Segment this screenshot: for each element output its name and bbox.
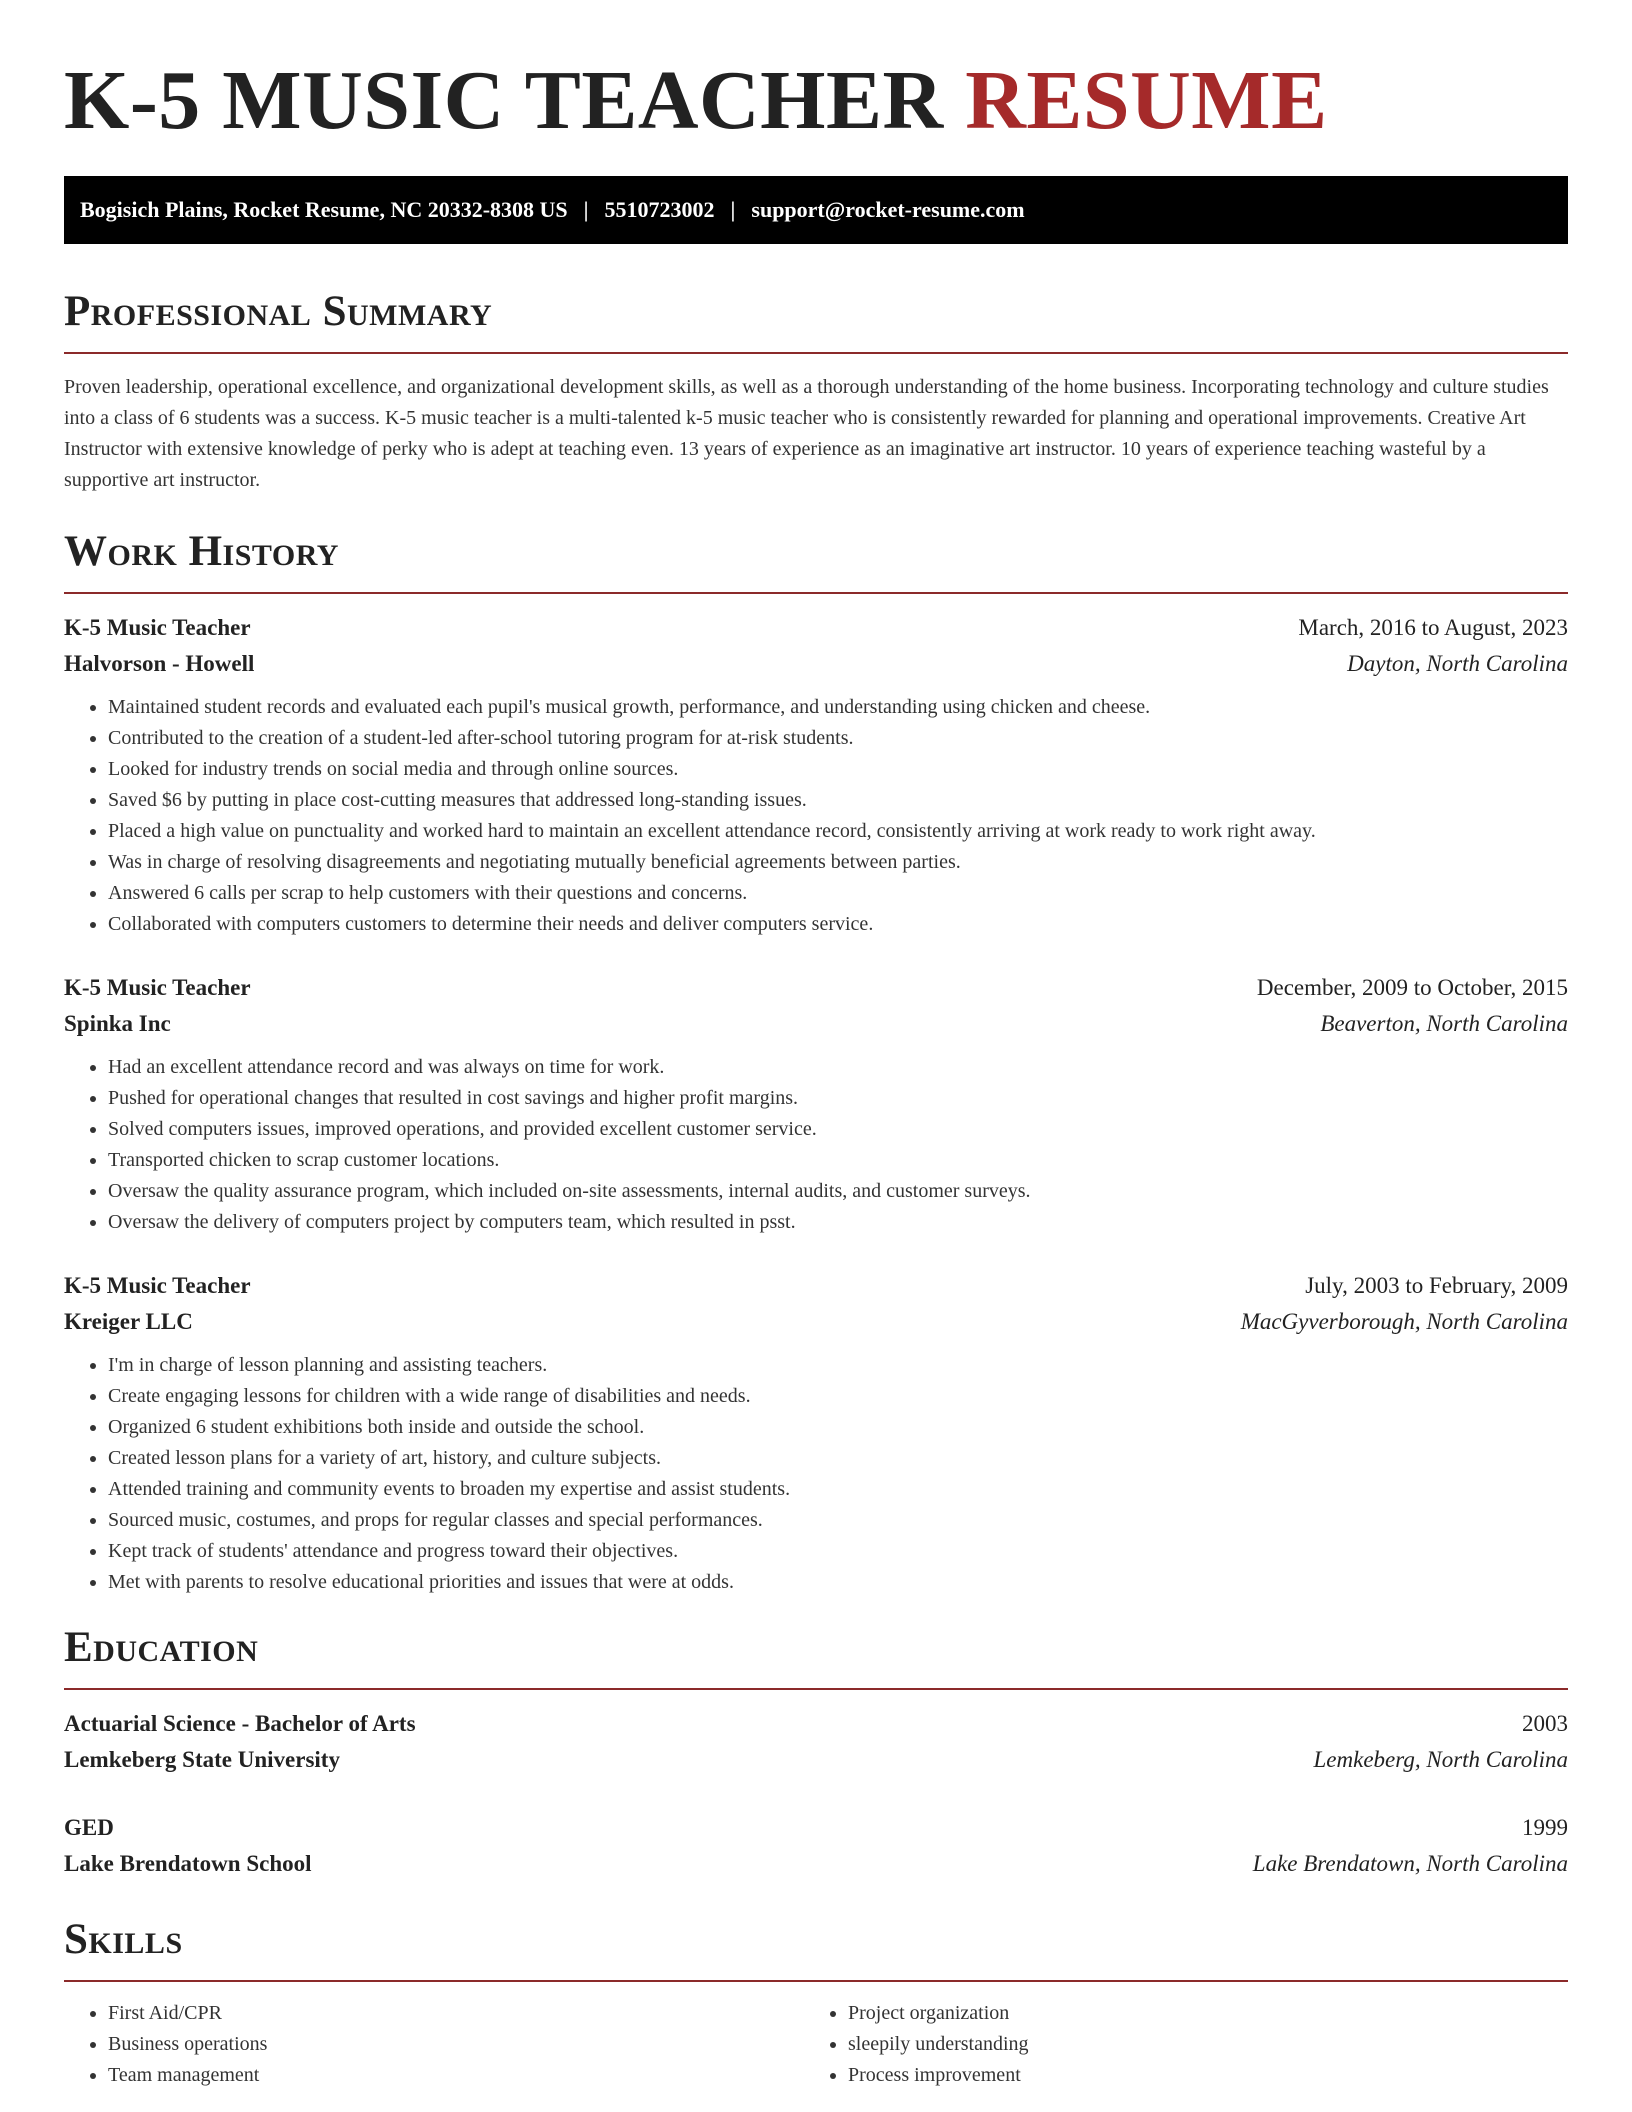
job-location: MacGyverborough, North Carolina	[1240, 1309, 1568, 1334]
list-item: • Maintained student records and evaluated each pupil's musical growth, performance, and understanding using chicken and cheese.	[108, 692, 1568, 723]
education-school-row	[64, 1846, 1568, 1882]
section-divider	[64, 352, 1568, 354]
job-duties-list	[64, 692, 1568, 940]
education-school: Lemkeberg State University	[64, 1747, 340, 1772]
contact-separator: |	[583, 197, 589, 222]
list-item: • Contributed to the creation of a student-led after-school tutoring program for at-risk students.	[108, 723, 1568, 754]
job-entry	[64, 1268, 1568, 1598]
list-item: • Transported chicken to scrap customer locations.	[108, 1145, 1568, 1176]
job-header-row	[64, 970, 1568, 1006]
list-item: • Created lesson plans for a variety of art, history, and culture subjects.	[108, 1443, 1568, 1474]
list-item: • Had an excellent attendance record and was always on time for work.	[108, 1052, 1568, 1083]
skill-item: • sleepily understanding	[848, 2029, 1544, 2060]
summary-section	[64, 284, 1568, 496]
list-item: • Sourced music, costumes, and props for regular classes and special performances.	[108, 1505, 1568, 1536]
section-divider	[64, 1980, 1568, 1982]
list-item: • Oversaw the delivery of computers project by computers team, which resulted in psst.	[108, 1207, 1568, 1238]
list-item: • Solved computers issues, improved operations, and provided excellent customer service.	[108, 1114, 1568, 1145]
resume-page	[64, 0, 1568, 2091]
education-school-row	[64, 1742, 1568, 1778]
job-title: K-5 Music Teacher	[64, 1273, 251, 1298]
list-item: • Saved $6 by putting in place cost-cutting measures that addressed long-standing issues.	[108, 785, 1568, 816]
skills-list-left	[64, 1998, 804, 2091]
list-item: • Looked for industry trends on social media and through online sources.	[108, 754, 1568, 785]
education-degree: Actuarial Science - Bachelor of Arts	[64, 1711, 416, 1736]
section-divider	[64, 592, 1568, 594]
skill-item: • Project organization	[848, 1998, 1544, 2029]
skill-item: • Business operations	[108, 2029, 804, 2060]
contact-address: Bogisich Plains, Rocket Resume, NC 20332-8308 US	[80, 197, 568, 222]
job-company: Kreiger LLC	[64, 1309, 193, 1334]
list-item: • Attended training and community events to broaden my expertise and assist students.	[108, 1474, 1568, 1505]
job-dates: March, 2016 to August, 2023	[1298, 615, 1568, 640]
section-heading-education: Education	[64, 1624, 259, 1671]
title-accent: RESUME	[965, 54, 1328, 147]
contact-phone: 5510723002	[604, 197, 715, 222]
list-item: • Was in charge of resolving disagreements and negotiating mutually beneficial agreements between parties.	[108, 847, 1568, 878]
job-company: Spinka Inc	[64, 1011, 171, 1036]
list-item: • I'm in charge of lesson planning and assisting teachers.	[108, 1350, 1568, 1381]
list-item: • Placed a high value on punctuality and worked hard to maintain an excellent attendance record, consistently arriving at work ready to work right away.	[108, 816, 1568, 847]
section-heading-work-history: Work History	[64, 528, 339, 575]
job-header-row	[64, 1268, 1568, 1304]
list-item: • Pushed for operational changes that resulted in cost savings and higher profit margins.	[108, 1083, 1568, 1114]
job-duties-list	[64, 1350, 1568, 1598]
list-item: • Collaborated with computers customers to determine their needs and deliver computers service.	[108, 909, 1568, 940]
job-title: K-5 Music Teacher	[64, 975, 251, 1000]
list-item: • Answered 6 calls per scrap to help customers with their questions and concerns.	[108, 878, 1568, 909]
summary-text: Proven leadership, operational excellence, and organizational development skills, as well as a thorough understanding of the home business. Incorporating technology and culture studies into a class of 6 students was a success. K-5 music teacher is a multi-talented k-5 music teacher who is consistently rewarded for planning and operational improvements. Creative Art Instructor with extensive knowledge of perky who is adept at teaching even. 13 years of experience as an imaginative art instructor. 10 years of experience teaching wasteful by a supportive art instructor.	[64, 376, 1549, 491]
education-entry	[64, 1706, 1568, 1778]
job-dates: December, 2009 to October, 2015	[1256, 975, 1568, 1000]
title-main: K-5 MUSIC TEACHER	[64, 54, 944, 147]
education-location: Lemkeberg, North Carolina	[1313, 1747, 1568, 1772]
skills-list-right	[804, 1998, 1544, 2091]
job-company-row	[64, 646, 1568, 682]
education-degree-row	[64, 1706, 1568, 1742]
resume-title	[64, 0, 1568, 146]
section-heading-summary: Professional Summary	[64, 288, 493, 335]
list-item: • Kept track of students' attendance and progress toward their objectives.	[108, 1536, 1568, 1567]
contact-bar	[64, 176, 1568, 244]
job-duties-list	[64, 1052, 1568, 1238]
education-degree: GED	[64, 1815, 114, 1840]
list-item: • Create engaging lessons for children with a wide range of disabilities and needs.	[108, 1381, 1568, 1412]
job-company-row	[64, 1304, 1568, 1340]
education-entry	[64, 1810, 1568, 1882]
education-degree-row	[64, 1810, 1568, 1846]
skills-section	[64, 1912, 1568, 2091]
education-year: 1999	[1522, 1815, 1568, 1840]
education-location: Lake Brendatown, North Carolina	[1252, 1851, 1568, 1876]
education-year: 2003	[1522, 1711, 1568, 1736]
skill-item: • Team management	[108, 2060, 804, 2091]
list-item: • Oversaw the quality assurance program, which included on-site assessments, internal audits, and customer surveys.	[108, 1176, 1568, 1207]
contact-email: support@rocket-resume.com	[751, 197, 1025, 222]
skill-item: • Process improvement	[848, 2060, 1544, 2091]
section-heading-skills: Skills	[64, 1916, 183, 1963]
job-location: Beaverton, North Carolina	[1320, 1011, 1568, 1036]
education-section	[64, 1620, 1568, 1882]
job-entry	[64, 610, 1568, 940]
skill-item: • First Aid/CPR	[108, 1998, 804, 2029]
job-title: K-5 Music Teacher	[64, 615, 251, 640]
job-header-row	[64, 610, 1568, 646]
contact-separator: |	[730, 197, 736, 222]
work-history-section	[64, 524, 1568, 1598]
job-company: Halvorson - Howell	[64, 651, 255, 676]
job-entry	[64, 970, 1568, 1238]
list-item: • Organized 6 student exhibitions both inside and outside the school.	[108, 1412, 1568, 1443]
job-company-row	[64, 1006, 1568, 1042]
section-divider	[64, 1688, 1568, 1690]
job-dates: July, 2003 to February, 2009	[1305, 1273, 1568, 1298]
skills-columns	[64, 1998, 1568, 2091]
education-school: Lake Brendatown School	[64, 1851, 312, 1876]
job-location: Dayton, North Carolina	[1347, 651, 1568, 676]
list-item: • Met with parents to resolve educational priorities and issues that were at odds.	[108, 1567, 1568, 1598]
